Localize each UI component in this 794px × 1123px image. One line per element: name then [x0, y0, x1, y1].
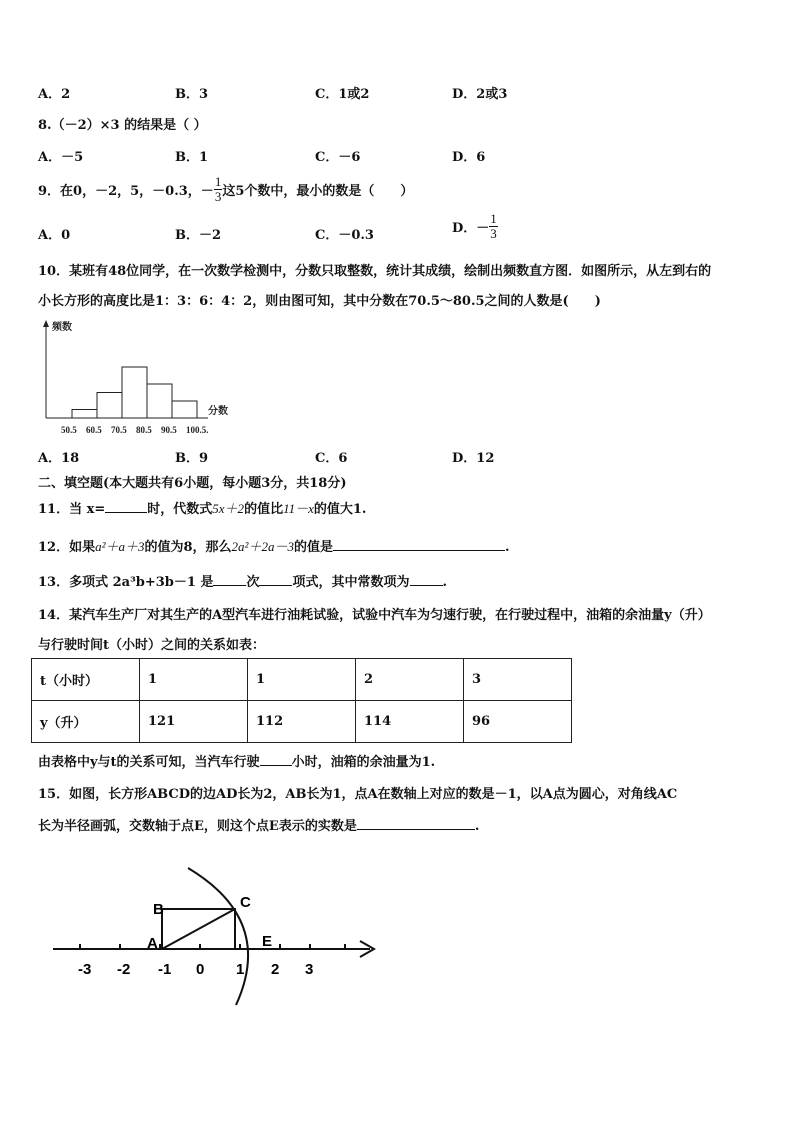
q11-mid: 时，代数式: [147, 502, 213, 517]
q9-frac-num: 1: [214, 174, 222, 189]
tick-label: -3: [78, 961, 92, 978]
q10-option-b: B．9: [175, 451, 209, 466]
q15-line2: [38, 815, 479, 834]
table-cell: 121: [140, 701, 248, 743]
q13-blank-1[interactable]: [213, 573, 246, 586]
hist-bar: [122, 367, 147, 418]
q9-option-d-den: 3: [490, 226, 497, 241]
table-cell: 2: [356, 659, 464, 701]
q8-option-a: A．－5: [38, 150, 84, 165]
q11-post: 的值大1.: [313, 502, 367, 517]
label-a: A: [147, 935, 158, 952]
q9-stem-pre: 9．在0，－2，5，－0.3，－: [38, 184, 214, 199]
tick-label: -2: [117, 961, 131, 978]
q12-post: 的值是: [293, 540, 333, 555]
q12-blank[interactable]: [333, 538, 505, 551]
q9-option-d-fraction: [489, 212, 498, 241]
tick-label: 2: [271, 961, 280, 978]
q13-blank-2[interactable]: [259, 573, 292, 586]
hist-bar: [147, 384, 172, 418]
label-c: C: [240, 894, 251, 911]
q7-option-b: B．3: [175, 87, 209, 102]
q15-line1: 15．如图，长方形ABCD的边AD长为2，AB长为1，点A在数轴上对应的数是－1，以A点为圆心，对角线AC: [38, 787, 678, 802]
q13-pre: 13．多项式 2a³b+3b－1 是: [38, 575, 214, 590]
hist-tick-label: 60.5: [86, 425, 102, 435]
q9-option-a: A．0: [38, 228, 71, 243]
label-b: B: [153, 901, 164, 918]
table-cell: t（小时）: [32, 659, 140, 701]
q11-blank[interactable]: [105, 500, 147, 513]
q10-option-c: C．6: [315, 451, 348, 466]
q7-option-a: A．2: [38, 87, 71, 102]
table-cell: 1: [140, 659, 248, 701]
q12-expr2: 2a²＋2a－3: [231, 539, 294, 554]
q14-line1: 14．某汽车生产厂对其生产的A型汽车进行油耗试验，试验中汽车为匀速行驶，在行驶过程中，油箱的余油量y（升）: [38, 608, 711, 623]
table-cell: y（升）: [32, 701, 140, 743]
hist-tick-label: 80.5: [136, 425, 152, 435]
q9-stem-post: 这5个数中，最小的数是（ ）: [222, 184, 414, 199]
q10-option-d: D．12: [452, 451, 495, 466]
q10-line2: 小长方形的高度比是1：3：6：4：2，则由图可知，其中分数在70.5～80.5之间的人数是( ): [38, 294, 601, 309]
table-cell: 96: [464, 701, 572, 743]
q9-option-c: C．－0.3: [315, 228, 374, 243]
q12-expr1: a²＋a＋3: [95, 539, 145, 554]
q14-blank[interactable]: [260, 753, 292, 766]
q15-blank[interactable]: [357, 817, 475, 830]
label-e: E: [262, 933, 273, 950]
q13-post: .: [442, 575, 448, 590]
q15-line2-pre: 长为半径画弧，交数轴于点E，则这个点E表示的实数是: [38, 819, 357, 834]
q13: [38, 571, 447, 590]
q14-after-post: 小时，油箱的余油量为1.: [291, 755, 436, 770]
hist-y-label: 频数: [52, 322, 72, 333]
q8-option-d: D．6: [452, 150, 486, 165]
tick-label: 3: [305, 961, 314, 978]
frequency-histogram: [30, 316, 240, 438]
arc: [188, 868, 248, 1005]
hist-tick-label: 70.5: [111, 425, 127, 435]
q12-pre: 12．如果: [38, 540, 96, 555]
q11-pre: 11．当 x=: [38, 502, 106, 517]
q12-mid: 的值为8，那么: [144, 540, 232, 555]
q12: 12．如果a²＋a＋3的值为8，那么2a²＋2a－3的值是 .: [38, 539, 510, 555]
q13-mid2: 项式，其中常数项为: [292, 575, 410, 590]
tick-label: 0: [196, 961, 205, 978]
q9-option-b: B．－2: [175, 228, 222, 243]
q7-option-d: D．2或3: [452, 87, 508, 102]
table-cell: 3: [464, 659, 572, 701]
section2-heading: 二、填空题(本大题共有6小题，每小题3分，共18分): [38, 476, 347, 491]
hist-tick-label: 100.5.: [186, 425, 209, 435]
q8-stem: 8.（－2）×3 的结果是（ ）: [38, 118, 207, 133]
q13-blank-3[interactable]: [410, 573, 443, 586]
table-cell: 114: [356, 701, 464, 743]
q10-line1: 10．某班有48位同学，在一次数学检测中，分数只取整数，统计其成绩，绘制出频数直方图．如图所示，从左到右的: [38, 264, 712, 279]
q9-stem: [38, 175, 413, 204]
q9-option-d-label: D．－: [452, 221, 490, 236]
table-row: [32, 701, 572, 743]
hist-tick-label: 50.5: [61, 425, 77, 435]
hist-bar: [72, 410, 97, 419]
number-line-figure: [40, 860, 400, 1020]
hist-bar: [97, 393, 122, 419]
q7-option-c: C．1或2: [315, 87, 370, 102]
table-cell: 112: [248, 701, 356, 743]
hist-tick-label: 90.5: [161, 425, 177, 435]
q14-line2: 与行驶时间t（小时）之间的关系如表：: [38, 638, 266, 653]
q11: [38, 498, 366, 517]
hist-x-label: 分数: [208, 406, 228, 417]
q8-option-c: C．－6: [315, 150, 361, 165]
q10-option-a: A．18: [38, 451, 80, 466]
diagonal-ac: [162, 909, 235, 949]
q15-line2-post: .: [474, 819, 480, 834]
q9-frac-den: 3: [214, 189, 222, 204]
hist-y-arrow: [43, 320, 49, 327]
q13-mid1: 次: [246, 575, 260, 590]
q8-option-b: B．1: [175, 150, 209, 165]
q11-mid2: 的值比: [244, 502, 284, 517]
tick-label: -1: [158, 961, 172, 978]
q14-after-pre: 由表格中y与t的关系可知，当汽车行驶: [38, 755, 260, 770]
q14-after: [38, 751, 435, 770]
tick-label: 1: [236, 961, 245, 978]
q11-expr2: 11－x: [283, 501, 314, 516]
hist-bar: [172, 401, 197, 418]
q14-table: [31, 658, 572, 743]
q11-expr1: 5x＋2: [212, 501, 245, 516]
q9-option-d: [452, 212, 498, 241]
table-row: [32, 659, 572, 701]
q9-option-d-num: 1: [490, 211, 497, 226]
table-cell: 1: [248, 659, 356, 701]
q9-fraction: [214, 175, 223, 204]
